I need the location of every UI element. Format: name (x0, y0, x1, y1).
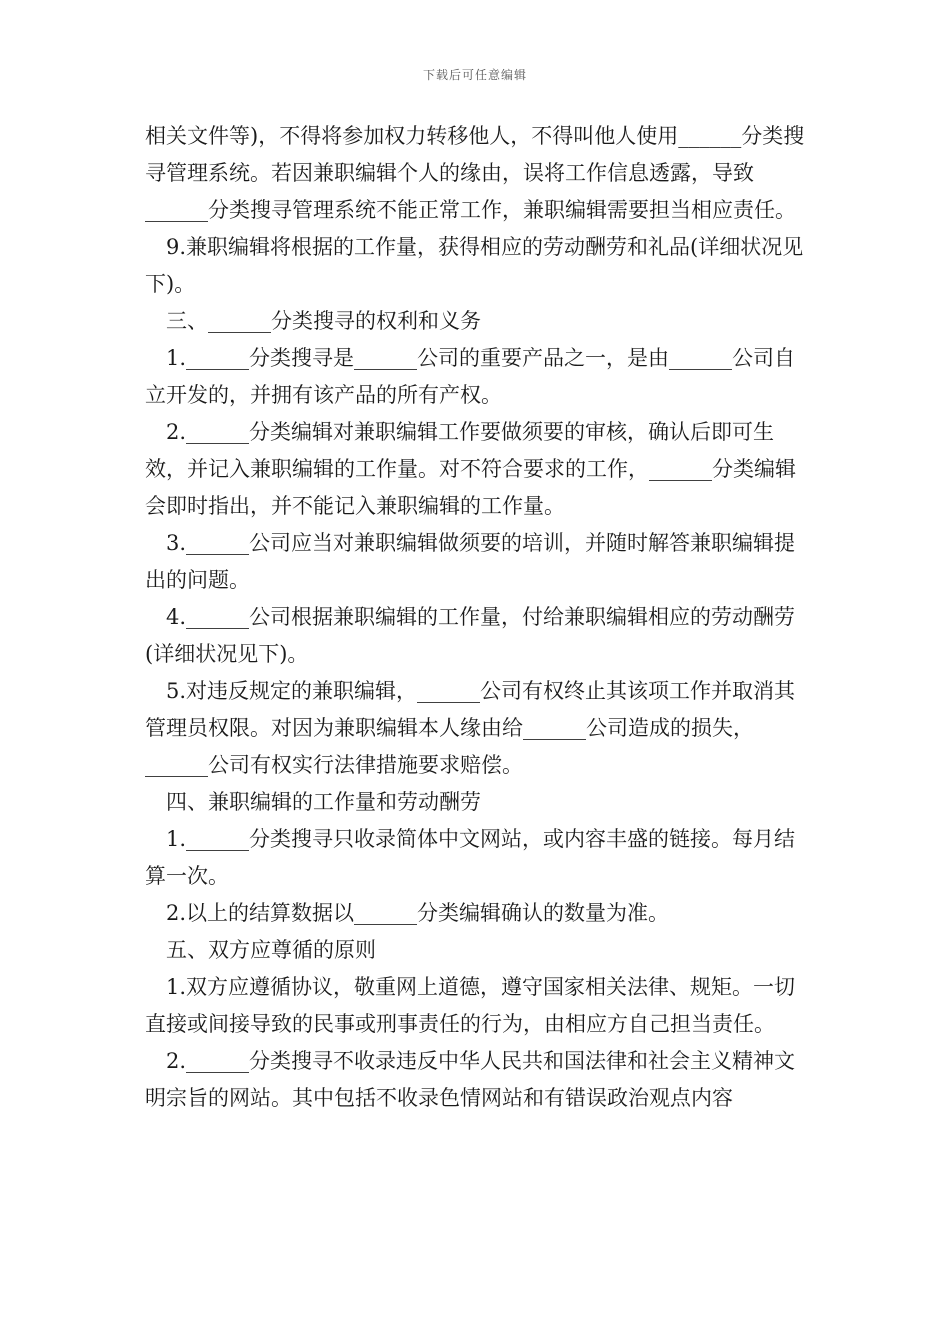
paragraph-4-1: 1.______分类搜寻只收录简体中文网站，或内容丰盛的链接。每月结算一次。 (145, 827, 796, 888)
paragraph-3-4: 4.______公司根据兼职编辑的工作量，付给兼职编辑相应的劳动酬劳(详细状况见下)。 (145, 605, 796, 666)
paragraph-3-5: 5.对违反规定的兼职编辑，______公司有权终止其该项工作并取消其管理员权限。对因为兼职编辑本人缘由给______公司造成的损失，______公司有权实行法律措施要求赔偿。 (145, 679, 796, 777)
paragraph-5-2: 2.______分类搜寻不收录违反中华人民共和国法律和社会主义精神文明宗旨的网站。其中包括不收录色情网站和有错误政治观点内容 (145, 1049, 796, 1110)
paragraph-3-3: 3.______公司应当对兼职编辑做须要的培训，并随时解答兼职编辑提出的问题。 (145, 531, 796, 592)
section-heading-4: 四、兼职编辑的工作量和劳动酬劳 (166, 790, 481, 814)
paragraph-3-2: 2.______分类编辑对兼职编辑工作要做须要的审核，确认后即可生效，并记入兼职编辑的工作量。对不符合要求的工作，______分类编辑会即时指出，并不能记入兼职编辑的工作量。 (145, 420, 796, 518)
paragraph-item-9: 9.兼职编辑将根据的工作量，获得相应的劳动酬劳和礼品(详细状况见下)。 (145, 235, 804, 296)
paragraph-4-2: 2.以上的结算数据以______分类编辑确认的数量为准。 (166, 901, 670, 925)
section-heading-5: 五、双方应尊循的原则 (166, 938, 376, 962)
section-heading-3: 三、______分类搜寻的权利和义务 (166, 309, 481, 333)
page-header-note: 下载后可任意编辑 (422, 68, 527, 82)
paragraph-5-1: 1.双方应遵循协议，敬重网上道德，遵守国家相关法律、规矩。一切直接或间接导致的民事或刑事责任的行为，由相应方自己担当责任。 (145, 975, 796, 1036)
paragraph-3-1: 1.______分类搜寻是______公司的重要产品之一，是由______公司自立开发的，并拥有该产品的所有产权。 (145, 346, 796, 407)
document-body (145, 118, 810, 1117)
paragraph-continuation: 相关文件等)，不得将参加权力转移他人，不得叫他人使用______分类搜寻管理系统。若因兼职编辑个人的缘由，误将工作信息透露，导致______分类搜寻管理系统不能正常工作，兼职编辑需要担当相应责任。 (145, 124, 805, 222)
